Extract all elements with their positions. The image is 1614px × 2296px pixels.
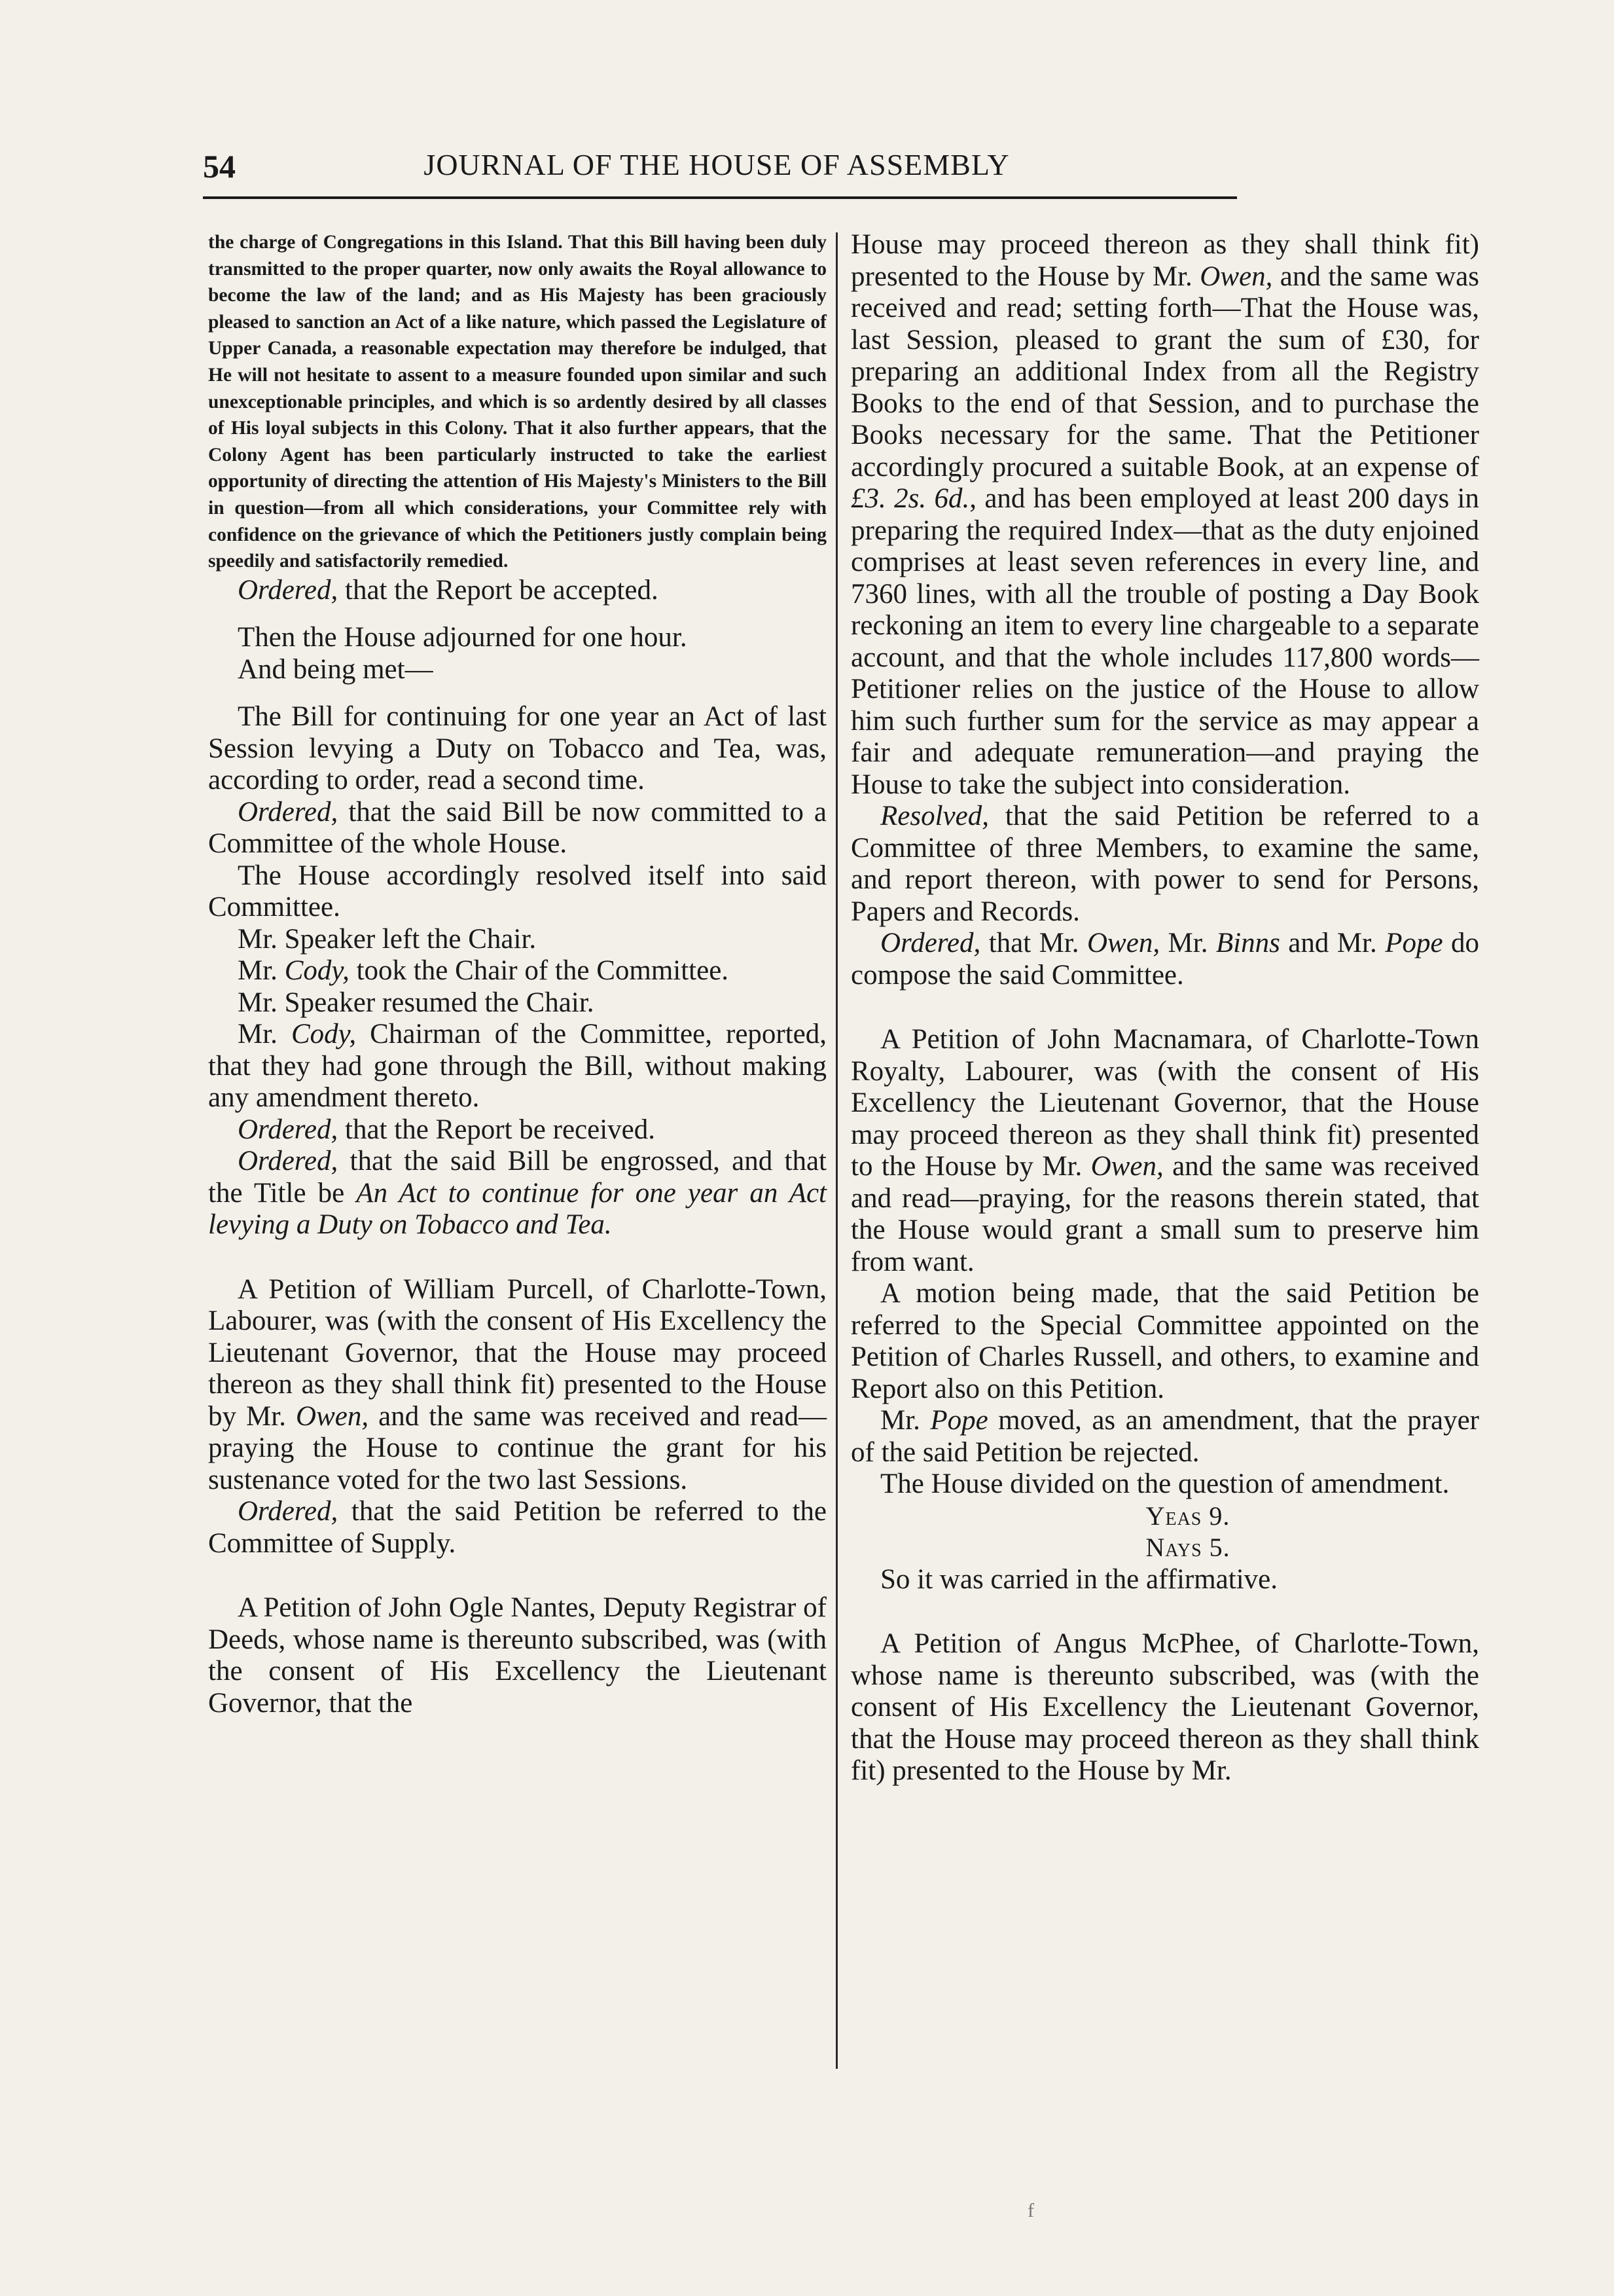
report-received-order — [208, 1114, 827, 1146]
petition-text: and the same was received and read—praying, for the reasons therein stated, that the House would grant a small sum to preserve him from want. — [851, 1151, 1479, 1277]
page-number: 54 — [203, 148, 236, 185]
being-met: And being met— — [238, 653, 433, 685]
speaker-resumed-chair: Mr. Speaker resumed the Chair. — [238, 987, 594, 1018]
right-column — [851, 229, 1479, 1787]
ordered-label: Ordered, — [880, 928, 981, 958]
member-name: Owen, — [296, 1400, 369, 1432]
petition-text: A Petition of John Macnamara, of Charlotte-Town Royalty, Labourer, was (with the consent of His Excellency the Lieutenant Governor, that the House may proceed thereon as they shall think fit) presented to the House by Mr. — [851, 1024, 1479, 1182]
order-text: and Mr. — [1280, 928, 1386, 958]
order-text: that the said Bill be now committed to a Committee of the whole House. — [208, 796, 827, 860]
order-text: that the said Petition be referred to the Committee of Supply. — [208, 1496, 827, 1559]
mr-prefix: Mr. — [880, 1405, 931, 1436]
member-name: Binns — [1215, 928, 1280, 958]
supply-order — [208, 1496, 827, 1559]
member-name: Owen, — [1200, 261, 1273, 292]
adjournment: Then the House adjourned for one hour. — [238, 622, 687, 653]
order-text: that the said Bill be engrossed, and that the Title be — [208, 1146, 827, 1209]
member-name: Pope — [930, 1405, 988, 1436]
running-title: JOURNAL OF THE HOUSE OF ASSEMBLY — [423, 148, 1010, 181]
order-text: do compose the said Committee. — [851, 928, 1479, 991]
commit-order — [208, 797, 827, 860]
engrossed-order — [208, 1146, 827, 1241]
ordered-label: Ordered, — [238, 796, 338, 828]
bill-title: An Act to continue for one year an Act levying a Duty on Tobacco and Tea. — [208, 1177, 827, 1241]
nantes-petition: A Petition of John Ogle Nantes, Deputy Registrar of Deeds, whose name is thereunto subscribed, was (with the consent of His Excellency the Lieutenant Governor, that the — [208, 1592, 827, 1719]
mr-prefix: Mr. — [238, 1019, 291, 1050]
header-rule — [203, 196, 1237, 199]
member-name: Cody, — [291, 1019, 357, 1050]
printer-mark: f — [1028, 2200, 1034, 2221]
entry-text: took the Chair of the Committee. — [349, 955, 729, 987]
vote-result: So it was carried in the affirmative. — [880, 1563, 1278, 1595]
ordered-label: Ordered, — [238, 1496, 338, 1527]
entry-text: Chairman of the Committee, reported, that they had gone through the Bill, without making any amendment thereto. — [208, 1019, 827, 1114]
order-text: Mr. — [1160, 928, 1216, 958]
petition-text: and the same was received and read; setting forth—That the House was, last Session, pleased to grant the sum of £30, for preparing an additional Index from all the Registry Books to the end of that Session, and to purchase the Books necessary for the same. That the Petitioner accordingly procured a suitable Book, at an expense of — [851, 261, 1479, 483]
expense-amount: £3. 2s. 6d. — [851, 483, 970, 514]
nantes-committee-order — [851, 928, 1479, 991]
member-name: Owen, — [1087, 928, 1160, 958]
speaker-left-chair: Mr. Speaker left the Chair. — [238, 923, 537, 955]
ordered-label: Ordered, — [238, 1146, 338, 1177]
mr-prefix: Mr. — [238, 955, 285, 987]
petition-text: and the same was received and read—praying the House to continue the grant for his sustenance voted for the two last Sessions. — [208, 1400, 827, 1495]
mcphee-petition: A Petition of Angus McPhee, of Charlotte-Town, whose name is thereunto subscribed, was (with the consent of His Excellency the Lieutenant Governor, that the House may proceed thereon as they shall think fit) presented to the House by Mr. — [851, 1628, 1479, 1786]
cody-reported — [208, 1019, 827, 1114]
order-text: that the Report be accepted. — [338, 574, 658, 606]
yeas-count: Yeas 9. — [1145, 1501, 1230, 1531]
bill-second-reading: The Bill for continuing for one year an Act of last Session levying a Duty on Tobacco and Tea, was, according to order, read a second time. — [208, 701, 827, 796]
page-header — [203, 147, 1230, 193]
resolved-label: Resolved, — [880, 801, 989, 831]
house-divided: The House divided on the question of amendment. — [880, 1468, 1450, 1499]
amendment-text: moved, as an amendment, that the prayer of the said Petition be rejected. — [851, 1405, 1479, 1468]
committee-report-continuation: the charge of Congregations in this Island. That this Bill having been duly transmitted to the proper quarter, now only awaits the Royal allowance to become the law of the land; and as His Majesty has been graciously pleased to sanction an Act of a like nature, which passed the Legislature of Upper Canada, a reasonable expectation may therefore be indulged, that He will not hesitate to assent to a measure founded upon similar and such unexceptionable principles, and which is so ardently desired by all classes of His loyal subjects in this Colony. That it also further appears, that the Colony Agent has been particularly instructed to take the earliest opportunity of directing the attention of His Majesty's Ministers to the Bill in question—from all which considerations, your Committee rely with confidence on the grievance of which the Petitioners justly complain being speedily and satisfactorily remedied. — [208, 232, 827, 572]
left-column — [208, 229, 827, 1719]
nays-count: Nays 5. — [1145, 1533, 1230, 1562]
resolution-text: that the said Petition be referred to a Committee of three Members, to examine the same, and report thereon, with power to send for Persons, Papers and Records. — [851, 801, 1479, 927]
ordered-label: Ordered, — [238, 574, 338, 606]
cody-took-chair — [208, 955, 827, 987]
order-text: that Mr. — [980, 928, 1087, 958]
petition-text: , and has been employed at least 200 days in preparing the required Index—that as the duty enjoined comprises at least seven references in every line, and 7360 lines, with all the trouble of posting a Day Book reckoning an item to every line chargeable to a separate account, and that the whole includes 117,800 words—Petitioner relies on the justice of the House to allow him such further sum for the service as may appear a fair and adequate remuneration—and praying the House to take the subject into consideration. — [851, 483, 1479, 800]
nantes-petition-continuation — [851, 229, 1479, 801]
member-name: Pope — [1385, 928, 1443, 958]
petition-text: House may proceed thereon as they shall think fit) presented to the House by Mr. — [851, 229, 1479, 292]
petition-text: A Petition of William Purcell, of Charlotte-Town, Labourer, was (with the consent of His Excellency the Lieutenant Governor, that the House may proceed thereon as they shall think fit) presented to the House by Mr. — [208, 1273, 827, 1432]
column-divider — [836, 232, 838, 2069]
pope-amendment — [851, 1405, 1479, 1468]
nantes-resolution — [851, 801, 1479, 928]
macnamara-petition — [851, 1024, 1479, 1278]
ordered-label: Ordered, — [238, 1114, 338, 1145]
resolved-into-committee: The House accordingly resolved itself into said Committee. — [208, 860, 827, 923]
member-name: Cody, — [284, 955, 350, 987]
report-accepted-order — [208, 575, 827, 607]
member-name: Owen, — [1090, 1151, 1164, 1182]
referral-motion: A motion being made, that the said Petition be referred to the Special Committee appointed on the Petition of Charles Russell, and others, to examine and Report also on this Petition. — [851, 1278, 1479, 1404]
order-text: that the Report be received. — [338, 1114, 656, 1145]
purcell-petition — [208, 1274, 827, 1497]
